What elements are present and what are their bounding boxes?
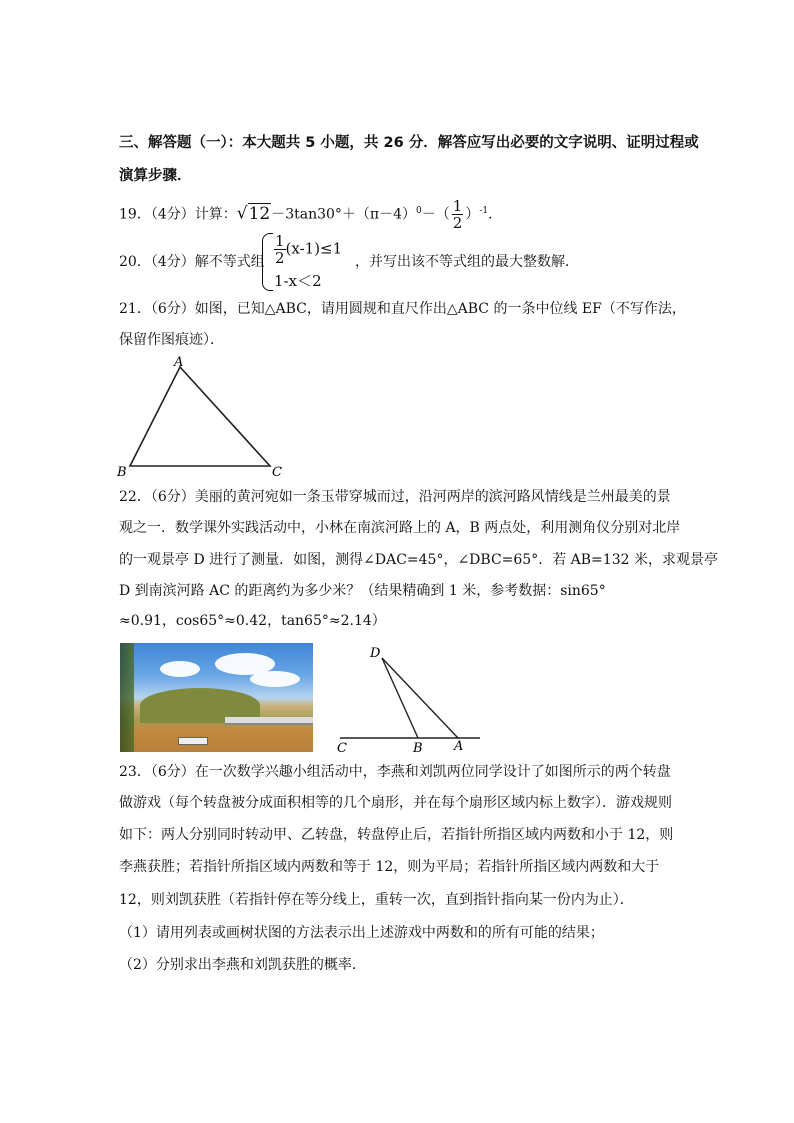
ineq1-rest: (x-1)≤1	[285, 239, 343, 258]
frac-den: 2	[452, 214, 463, 232]
q22-line4: D 到南滨河路 AC 的距离约为多少米？（结果精确到 1 米，参考数据：sin65°	[119, 583, 606, 599]
line-da	[382, 658, 458, 738]
question-19	[119, 198, 502, 231]
fraction-half	[452, 198, 464, 231]
line-db	[382, 658, 418, 738]
q21-line2: 保留作图痕迹）．	[119, 332, 224, 348]
q23-line4: 李燕获胜；若指针所指区域内两数和等于 12，则为平局；若指针所指区域内两数和大于	[119, 859, 660, 875]
q21-line1: 21．（6分）如图，已知△ABC，请用圆规和直尺作出△ABC 的一条中位线 EF（不写作法，	[119, 301, 686, 317]
yellow-river-photo	[120, 643, 313, 752]
bridge	[225, 717, 313, 725]
label-d: D	[370, 646, 381, 661]
radicand: 12	[248, 203, 271, 224]
q23-line3: 如下：两人分别同时转动甲、乙转盘，转盘停止后，若指针所指区域内两数和小于 12，则	[119, 827, 674, 843]
inequality-2: 1-x＜2	[274, 272, 322, 290]
sqrt-expression: √12	[236, 203, 271, 224]
inequality-1	[274, 233, 342, 266]
q23-line2: 做游戏（每个转盘被分成面积相等的几个扇形，并在每个扇形区域内标上数字）．游戏规则	[119, 795, 672, 811]
q19-minus: －（	[421, 206, 450, 223]
section-heading-line1: 三、解答题（一）：本大题共 5 小题，共 26 分．解答应写出必要的文字说明、证明过程或	[119, 135, 699, 151]
q19-close: ）	[465, 206, 480, 223]
system-brace	[262, 233, 273, 291]
exponent-zero: 0	[416, 205, 422, 216]
label-a: A	[454, 739, 464, 754]
q23-line5: 12，则刘凯获胜（若指针停在等分线上，重转一次，直到指针指向某一份内为止）．	[119, 892, 634, 908]
q19-mid: －3tan30°＋（π－4）	[271, 206, 417, 223]
q20-prefix: 20．（4分）解不等式组	[119, 254, 265, 270]
label-a: A	[174, 355, 184, 370]
q22-line2: 观之一．数学课外实践活动中，小林在南滨河路上的 A，B 两点处，利用测角仪分别对北岸	[119, 520, 681, 536]
label-b: B	[413, 741, 423, 755]
tree	[120, 643, 134, 752]
q19-end: ．	[488, 206, 503, 223]
triangle-abc	[130, 367, 270, 466]
q19-prefix: 19．（4分）计算：	[119, 206, 237, 223]
q23-line1: 23．（6分）在一次数学兴趣小组活动中，李燕和刘凯两位同学设计了如图所示的两个转盘	[119, 764, 671, 780]
q22-line3: 的一观景亭 D 进行了测量．如图，测得∠DAC=45°，∠DBC=65°．若 AB=132 米，求观景亭	[119, 552, 718, 568]
label-b: B	[117, 465, 127, 477]
exponent-neg1: -1	[479, 205, 489, 216]
frac-num: 1	[275, 232, 285, 250]
q22-line1: 22．（6分）美丽的黄河宛如一条玉带穿城而过，沿河两岸的滨河路风情线是兰州最美的景	[119, 489, 671, 505]
q20-suffix: ，并写出该不等式组的最大整数解．	[355, 254, 579, 270]
boat	[178, 737, 208, 745]
frac-den: 2	[275, 249, 285, 267]
label-c: C	[272, 465, 282, 477]
frac-half	[274, 233, 286, 266]
q22-line5: ≈0.91，cos65°≈0.42，tan65°≈2.14）	[119, 613, 386, 629]
q23-part1: （1）请用列表或画树状图的方法表示出上述游戏中两数和的所有可能的结果；	[119, 925, 604, 941]
label-c: C	[337, 741, 347, 755]
cloud	[250, 671, 300, 687]
river-diagram	[330, 640, 490, 755]
cloud	[160, 661, 200, 677]
frac-num: 1	[452, 197, 463, 215]
q23-part2: （2）分别求出李燕和刘凯获胜的概率．	[119, 957, 366, 973]
section-heading-line2: 演算步骤．	[119, 168, 192, 184]
triangle-abc-figure	[112, 352, 292, 477]
